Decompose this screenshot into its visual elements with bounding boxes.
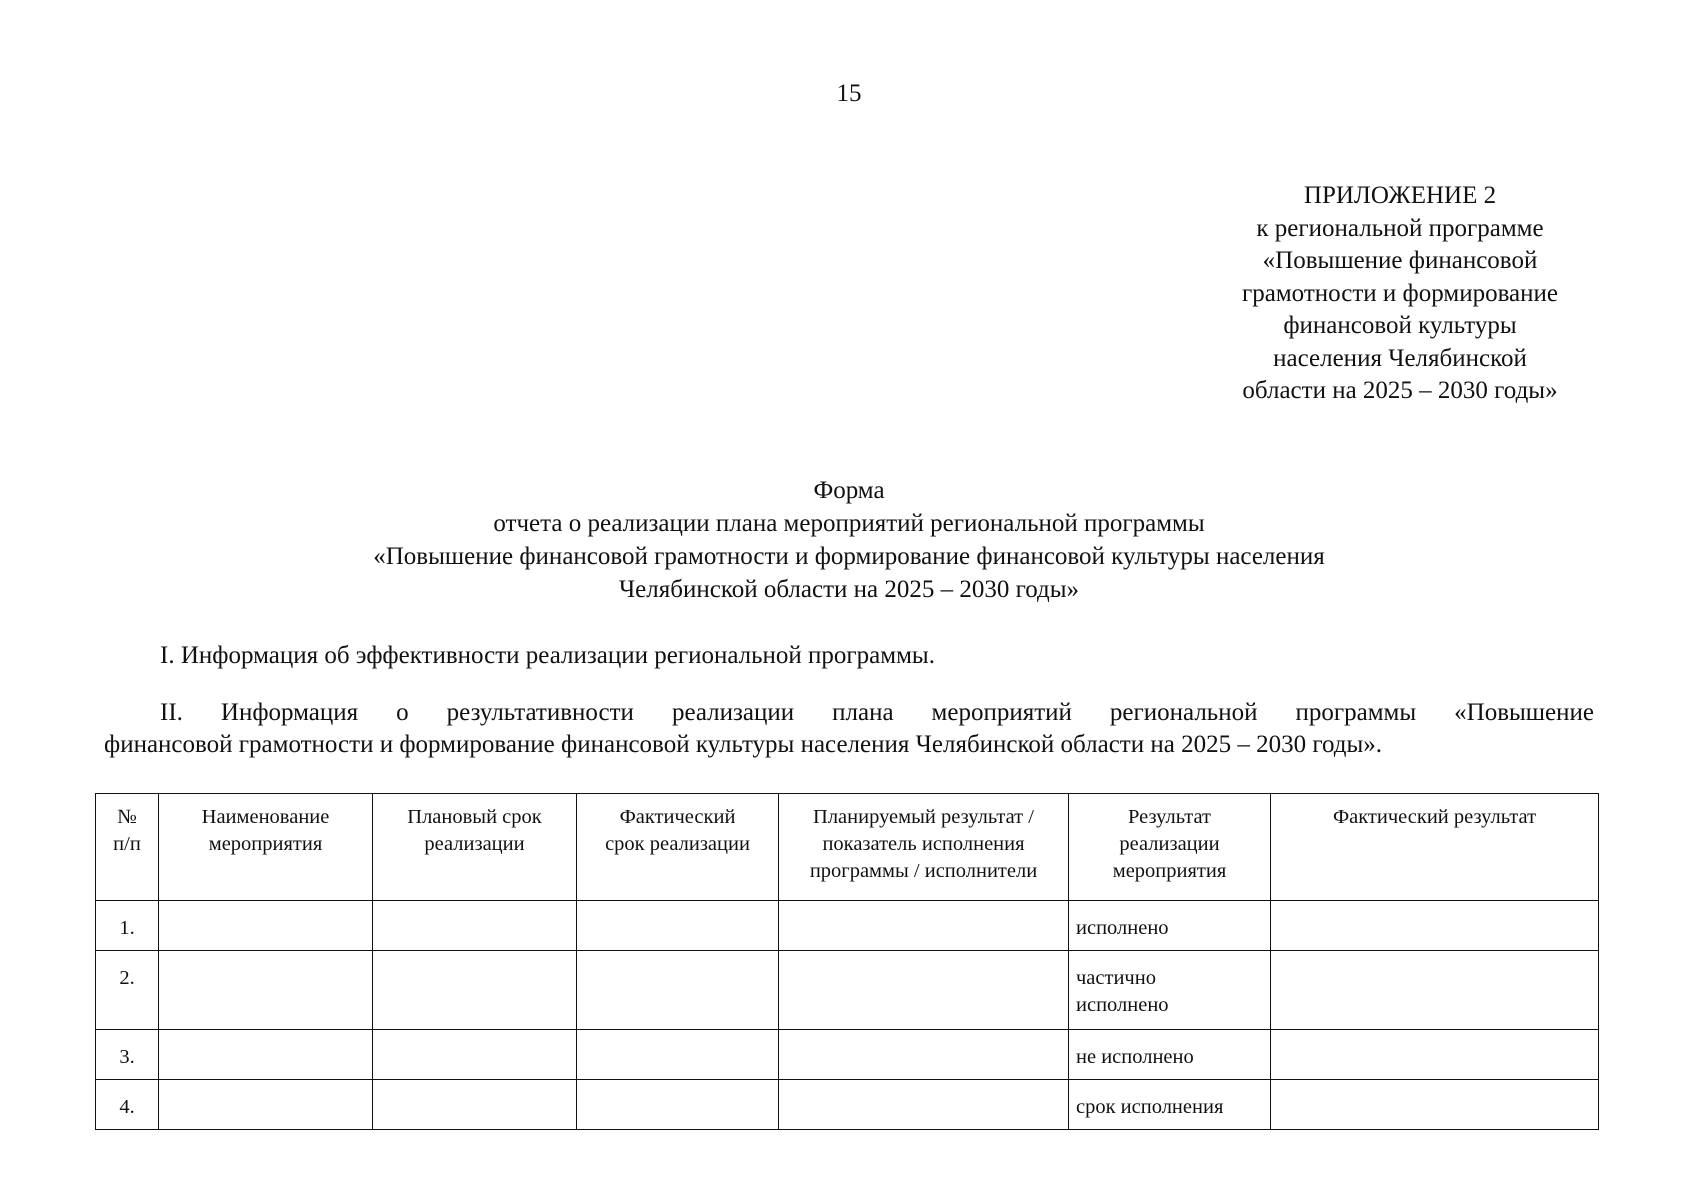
planned-term-cell: [373, 951, 577, 1030]
appendix-heading: ПРИЛОЖЕНИЕ 2: [1303, 182, 1497, 209]
header-line: программы / исполнители: [809, 860, 1038, 882]
report-table: [95, 793, 1599, 1130]
actual-result-cell: [1271, 951, 1599, 1030]
header-line: Фактический: [619, 806, 736, 828]
planned-term-cell: [373, 1080, 577, 1130]
event-result-text: срок исполнения: [1076, 1096, 1224, 1118]
header-line: срок реализации: [605, 833, 750, 855]
header-line: мероприятия: [208, 833, 323, 855]
section-one-text: I. Информация об эффективности реализации региональной программы.: [160, 642, 935, 669]
header-line: Плановый срок: [407, 806, 542, 828]
planned-term-cell: [373, 901, 577, 951]
event-name-cell: [159, 1080, 373, 1130]
appendix-line: грамотности и формирование: [1242, 279, 1558, 307]
table-header-row: [96, 794, 1599, 901]
header-line: мероприятия: [1112, 860, 1227, 882]
event-name-cell: [159, 951, 373, 1030]
row-number: 1.: [96, 901, 159, 951]
actual-term-cell: [577, 1030, 779, 1080]
planned-result-cell: [779, 1030, 1069, 1080]
section-two-line: финансовой грамотности и формирование финансовой культуры населения Челябинской области на 2025 – 2030 годы».: [104, 731, 1383, 758]
actual-result-cell: [1271, 1080, 1599, 1130]
event-name-cell: [159, 1030, 373, 1080]
header-planned-result: [779, 794, 1069, 901]
event-result-text: не исполнено: [1076, 1046, 1194, 1068]
header-line: Планируемый результат /: [813, 806, 1034, 828]
event-result-text: частично: [1076, 967, 1156, 989]
header-line: реализации: [1119, 833, 1220, 855]
form-title: [150, 474, 1548, 606]
header-line: №: [117, 806, 137, 828]
section-two-text: [104, 697, 1594, 761]
header-line: Фактический результат: [1332, 806, 1537, 828]
section-two-line: II. Информация о результативности реализации плана мероприятий региональной программы «Повышение: [160, 699, 1594, 726]
appendix-block: [1160, 180, 1640, 408]
actual-result-cell: [1271, 901, 1599, 951]
actual-term-cell: [577, 901, 779, 951]
form-title-line: «Повышение финансовой грамотности и формирование финансовой культуры населения: [373, 543, 1325, 570]
header-line: п/п: [113, 833, 141, 855]
actual-result-cell: [1271, 1030, 1599, 1080]
table-row: [96, 951, 1599, 1030]
header-line: показатель исполнения: [822, 833, 1025, 855]
header-actual-result: [1271, 794, 1599, 901]
page-number: 15: [836, 80, 862, 107]
planned-result-cell: [779, 951, 1069, 1030]
header-line: Наименование: [201, 806, 330, 828]
table-row: [96, 1080, 1599, 1130]
table-row: [96, 901, 1599, 951]
planned-result-cell: [779, 1080, 1069, 1130]
header-event-name: [159, 794, 373, 901]
header-number: [96, 794, 159, 901]
actual-term-cell: [577, 1080, 779, 1130]
planned-result-cell: [779, 901, 1069, 951]
row-number: 3.: [96, 1030, 159, 1080]
row-number: 2.: [96, 951, 159, 1030]
event-result-text: исполнено: [1076, 994, 1169, 1016]
actual-term-cell: [577, 951, 779, 1030]
header-actual-term: [577, 794, 779, 901]
appendix-line: населения Челябинской: [1273, 344, 1527, 372]
form-title-heading: Форма: [813, 477, 885, 504]
appendix-line: «Повышение финансовой: [1262, 247, 1538, 274]
header-line: реализации: [424, 833, 525, 855]
event-result-text: исполнено: [1076, 917, 1169, 939]
event-result-cell: [1069, 1080, 1271, 1130]
table-row: [96, 1030, 1599, 1080]
header-line: Результат: [1127, 806, 1212, 828]
event-name-cell: [159, 901, 373, 951]
event-result-cell: [1069, 901, 1271, 951]
appendix-line: области на 2025 – 2030 годы»: [1242, 377, 1558, 404]
row-number: 4.: [96, 1080, 159, 1130]
form-title-line: отчета о реализации плана мероприятий региональной программы: [493, 510, 1205, 537]
header-event-result: [1069, 794, 1271, 901]
event-result-cell: [1069, 951, 1271, 1030]
form-title-line: Челябинской области на 2025 – 2030 годы»: [618, 576, 1080, 603]
planned-term-cell: [373, 1030, 577, 1080]
event-result-cell: [1069, 1030, 1271, 1080]
header-planned-term: [373, 794, 577, 901]
appendix-line: к региональной программе: [1256, 214, 1544, 242]
appendix-line: финансовой культуры: [1283, 312, 1517, 339]
